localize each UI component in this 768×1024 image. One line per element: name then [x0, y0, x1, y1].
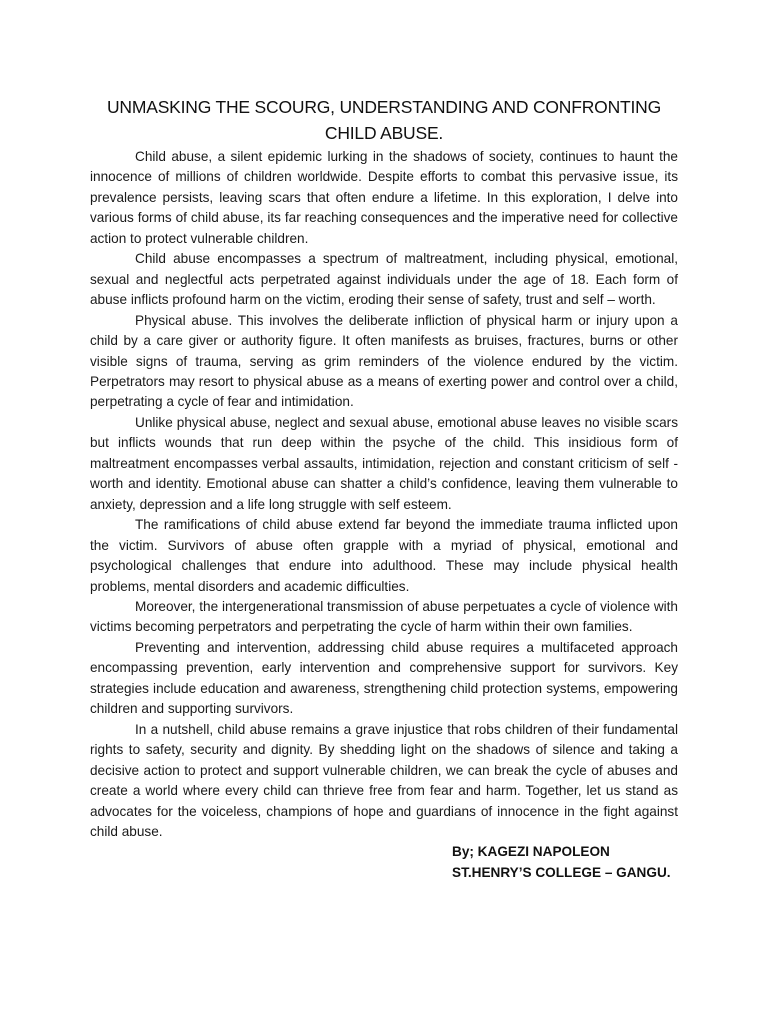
byline-author: By; KAGEZI NAPOLEON — [452, 844, 610, 859]
paragraph-ramifications: The ramifications of child abuse extend far beyond the immediate trauma inflicted upon the victim. Survivors of abuse often grapple with a myriad of physical, emotional and psychological challenges that endure into adulthood. These may include physical health problems, mental disorders and academic difficulties. — [90, 517, 678, 594]
paragraph-intro: Child abuse, a silent epidemic lurking in the shadows of society, continues to haunt the innocence of millions of children worldwide. Despite efforts to combat this pervasive issue, its prevalence persists, leaving scars that often endure a lifetime. In this exploration, I delve into various forms of child abuse, its far reaching consequences and the imperative need for collective action to protect vulnerable children. — [90, 149, 678, 246]
byline — [452, 842, 712, 883]
paragraph-conclusion: In a nutshell, child abuse remains a grave injustice that robs children of their fundamental rights to safety, security and dignity. By shedding light on the shadows of silence and taking a decisive action to protect and support vulnerable children, we can break the cycle of abuses and create a world where every child can thrieve free from fear and harm. Together, let us stand as advocates for the voiceless, champions of hope and guardians of innocence in the fight against child abuse. — [90, 721, 678, 839]
document-title — [90, 94, 678, 146]
paragraph-prevention: Preventing and intervention, addressing child abuse requires a multifaceted approach encompassing prevention, early intervention and comprehensive support for survivors. Key strategies include education and awareness, strengthening child protection systems, empowering children and supporting survivors. — [90, 639, 678, 717]
paragraph-intergenerational: Moreover, the intergenerational transmission of abuse perpetuates a cycle of violence with victims becoming perpetrators and perpetrating the cycle of harm within their own families. — [90, 598, 678, 635]
paragraph-definition: Child abuse encompasses a spectrum of maltreatment, including physical, emotional, sexual and neglectful acts perpetrated against individuals under the age of 18. Each form of abuse inflicts profound harm on the victim, eroding their sense of safety, trust and self – worth. — [90, 251, 678, 308]
title-line-2: CHILD ABUSE. — [324, 123, 444, 143]
paragraph-physical-abuse: Physical abuse. This involves the deliberate infliction of physical harm or injury upon a child by a care giver or authority figure. It often manifests as bruises, fractures, burns or other visible signs of trauma, serving as grim reminders of the violence endured by the victim. Perpetrators may resort to physical abuse as a means of exerting power and control over a child, perpetrating a cycle of fear and intimidation. — [90, 312, 678, 410]
essay-body — [90, 147, 678, 842]
byline-school: ST.HENRY’S COLLEGE – GANGU. — [452, 864, 671, 880]
title-line-1: UNMASKING THE SCOURG, UNDERSTANDING AND CONFRONTING — [106, 97, 662, 117]
paragraph-emotional-abuse: Unlike physical abuse, neglect and sexual abuse, emotional abuse leaves no visible scars but inflicts wounds that run deep within the psyche of the child. This insidious form of maltreatment encompasses verbal assaults, intimidation, rejection and constant criticism of self - worth and identity. Emotional abuse can shatter a child’s confidence, leaving them vulnerable to anxiety, depression and a life long struggle with self esteem. — [90, 414, 678, 512]
